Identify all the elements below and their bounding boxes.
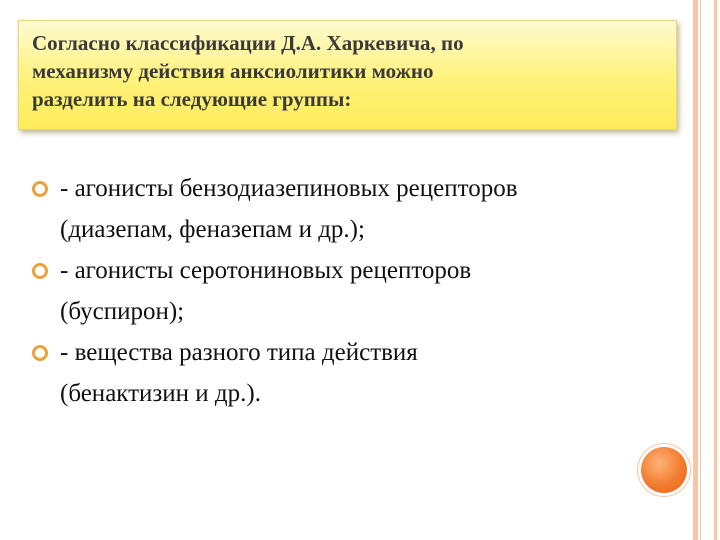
decorative-rule-right <box>714 0 717 540</box>
bullet-item <box>30 332 680 414</box>
slide-title: Согласно классификации Д.А. Харкевича, по механизму действия анксиолитики можно разделить на следующие группы: <box>32 31 464 111</box>
bullet-item <box>30 250 680 332</box>
bullet-text: - агонисты бензодиазепиновых рецепторов (диазепам, феназепам и др.); <box>60 175 518 243</box>
bullet-text: - агонисты серотониновых рецепторов (буспирон); <box>60 257 472 325</box>
decorative-orange-circle <box>641 447 687 493</box>
bullet-list <box>30 168 680 414</box>
title-box <box>18 20 677 130</box>
ring-bullet-icon <box>32 263 48 279</box>
bullet-text: - вещества разного типа действия (бенактизин и др.). <box>60 339 418 407</box>
bullet-item <box>30 168 680 250</box>
ring-bullet-icon <box>32 345 48 361</box>
ring-bullet-icon <box>32 181 48 197</box>
decorative-rule-thin <box>700 0 701 540</box>
decorative-rule-left <box>693 0 698 540</box>
